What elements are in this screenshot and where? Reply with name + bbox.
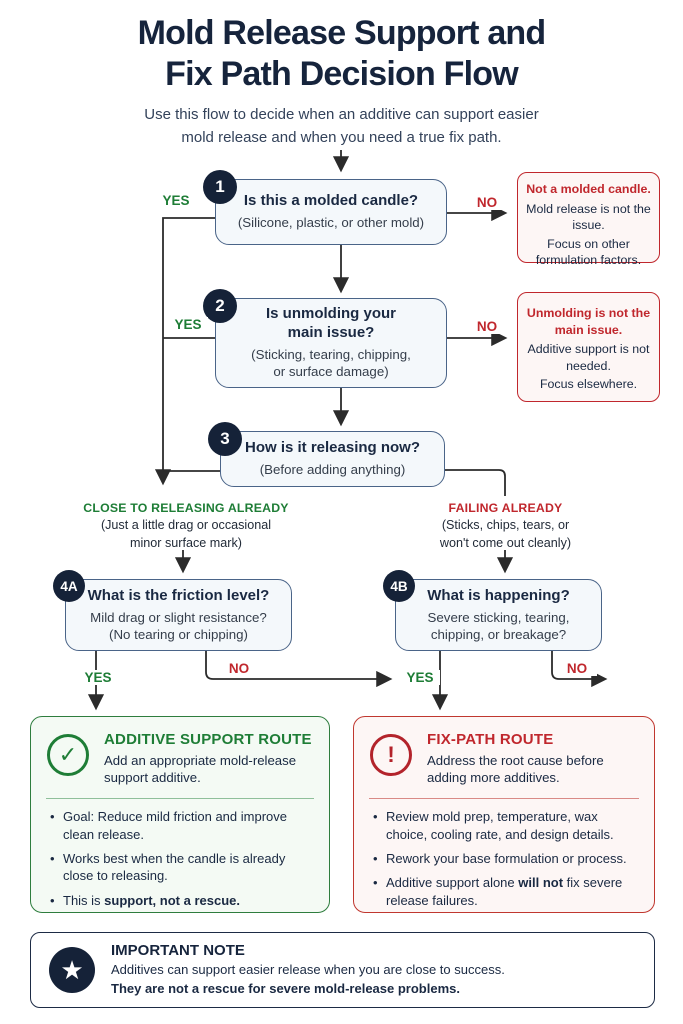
fixpath-route-header	[354, 717, 654, 787]
decision-node-2	[215, 298, 447, 388]
node-3-question: How is it releasing now?	[244, 439, 421, 457]
additive-route-bullets	[31, 808, 329, 909]
node-4a-detail-line1: Mild drag or slight resistance?	[90, 609, 267, 625]
node-4b-detail-line1: Severe sticking, tearing,	[427, 609, 570, 625]
branch-right-label: FAILING ALREADY	[448, 501, 563, 515]
node-3-detail: (Before adding anything)	[259, 462, 406, 478]
outcome-2-title: Unmolding is not the main issue.	[526, 306, 651, 337]
fixpath-route-title: FIX-PATH ROUTE	[427, 731, 554, 748]
check-circle-icon: ✓	[47, 734, 89, 776]
outcome-2-body2: Focus elsewhere.	[539, 377, 638, 391]
outcome-1-body1: Mold release is not the issue.	[526, 201, 651, 232]
outcome-2-body1: Additive support is not needed.	[527, 342, 650, 373]
additive-route-header	[31, 717, 329, 787]
important-note-line1: Additives can support easier release when you are close to success.	[111, 962, 505, 978]
step-4b-badge: 4B	[383, 570, 415, 602]
fixpath-route-subtitle: Address the root cause before adding more additives.	[427, 753, 604, 786]
branch-left-detail-line2: minor surface mark)	[130, 535, 242, 550]
node-2-question-line1: Is unmolding your	[266, 305, 396, 323]
additive-support-route-box	[30, 716, 330, 913]
node-4a-question: What is the friction level?	[87, 586, 270, 604]
node-2-question	[266, 305, 396, 343]
branch-failing-already	[383, 501, 628, 552]
additive-route-divider	[46, 798, 314, 799]
node-4a-detail-line2: (No tearing or chipping)	[109, 626, 248, 642]
node-2-yes-label: YES	[168, 317, 208, 332]
branch-right-detail-line2: won't come out cleanly)	[439, 535, 572, 550]
node-4b-detail-line2: chipping, or breakage?	[430, 626, 567, 642]
outcome-not-molded-candle	[517, 172, 660, 267]
step-2-badge: 2	[203, 289, 237, 323]
node-4a-yes-label: YES	[78, 670, 118, 685]
list-item	[63, 892, 316, 909]
important-note-title: IMPORTANT NOTE	[111, 942, 245, 960]
bullet-text: Additive support alone	[386, 875, 519, 891]
step-3-badge: 3	[208, 422, 242, 456]
node-2-no-label: NO	[467, 319, 507, 334]
node-2-detail	[251, 346, 411, 381]
list-item	[386, 874, 641, 909]
node-4b-no-label: NO	[557, 661, 597, 676]
page-title-line2: Fix Path Decision Flow	[165, 54, 518, 93]
decision-node-1	[215, 179, 447, 245]
decision-node-4b	[390, 578, 602, 651]
node-4a-detail	[90, 609, 267, 644]
list-item	[63, 808, 316, 843]
branch-close-to-releasing	[61, 501, 311, 552]
branch-right-detail-line1: (Sticks, chips, tears, or	[441, 518, 570, 532]
page-title-line1: Mold Release Support and	[137, 14, 546, 52]
page-subtitle-line1: Use this flow to decide when an additive can support easier	[144, 106, 539, 123]
fix-path-route-box	[353, 716, 655, 913]
fixpath-route-divider	[369, 798, 639, 799]
bullet-bold: support, not a rescue.	[104, 892, 240, 908]
node-2-question-line2: main issue?	[287, 324, 375, 342]
node-1-detail: (Silicone, plastic, or other mold)	[237, 215, 425, 231]
node-4b-question: What is happening?	[427, 586, 570, 604]
node-1-yes-label: YES	[156, 193, 196, 208]
node-4b-detail	[428, 609, 570, 644]
node-4a-no-label: NO	[219, 661, 259, 676]
important-note-box	[30, 932, 655, 1008]
decision-node-3	[220, 431, 445, 487]
bullet-post: fix severe release failures.	[386, 875, 623, 908]
page-subtitle	[0, 103, 683, 150]
list-item	[386, 808, 641, 843]
branch-right-detail	[383, 517, 628, 552]
bullet-text: This is	[63, 892, 105, 908]
bullet-text: Goal: Reduce mild friction and improve clean release.	[63, 809, 287, 842]
node-2-detail-line1: (Sticking, tearing, chipping,	[251, 346, 411, 362]
bullet-bold: will not	[518, 875, 564, 891]
branch-left-detail-line1: (Just a little drag or occasional	[100, 518, 272, 532]
outcome-1-body2: Focus on other formulation factors.	[535, 236, 642, 267]
node-1-question: Is this a molded candle?	[243, 192, 419, 210]
additive-route-subtitle: Add an appropriate mold-release support additive.	[104, 753, 297, 786]
list-item	[386, 850, 641, 867]
additive-route-title: ADDITIVE SUPPORT ROUTE	[104, 731, 312, 748]
star-icon: ★	[49, 947, 95, 993]
node-4b-yes-label: YES	[400, 670, 440, 685]
exclamation-circle-icon: !	[370, 734, 412, 776]
bullet-text: Rework your base formulation or process.	[386, 850, 627, 866]
branch-left-detail	[61, 517, 311, 552]
decision-node-4a	[60, 578, 292, 651]
important-note-line2: They are not a rescue for severe mold-release problems.	[111, 980, 460, 996]
outcome-1-title: Not a molded candle.	[526, 182, 651, 196]
outcome-unmolding-not-issue	[517, 292, 660, 402]
list-item	[63, 850, 316, 885]
step-4a-badge: 4A	[53, 570, 85, 602]
bullet-text: Review mold prep, temperature, wax choice, cooling rate, and design details.	[386, 809, 614, 842]
branch-left-label: CLOSE TO RELEASING ALREADY	[83, 501, 289, 515]
node-2-detail-line2: or surface damage)	[273, 364, 389, 380]
page-subtitle-line2: mold release and when you need a true fix path.	[181, 129, 502, 147]
bullet-text: Works best when the candle is already close to releasing.	[63, 850, 286, 884]
step-1-badge: 1	[203, 170, 237, 204]
fixpath-route-bullets	[354, 808, 654, 909]
node-1-no-label: NO	[467, 195, 507, 210]
page-title	[0, 13, 683, 95]
